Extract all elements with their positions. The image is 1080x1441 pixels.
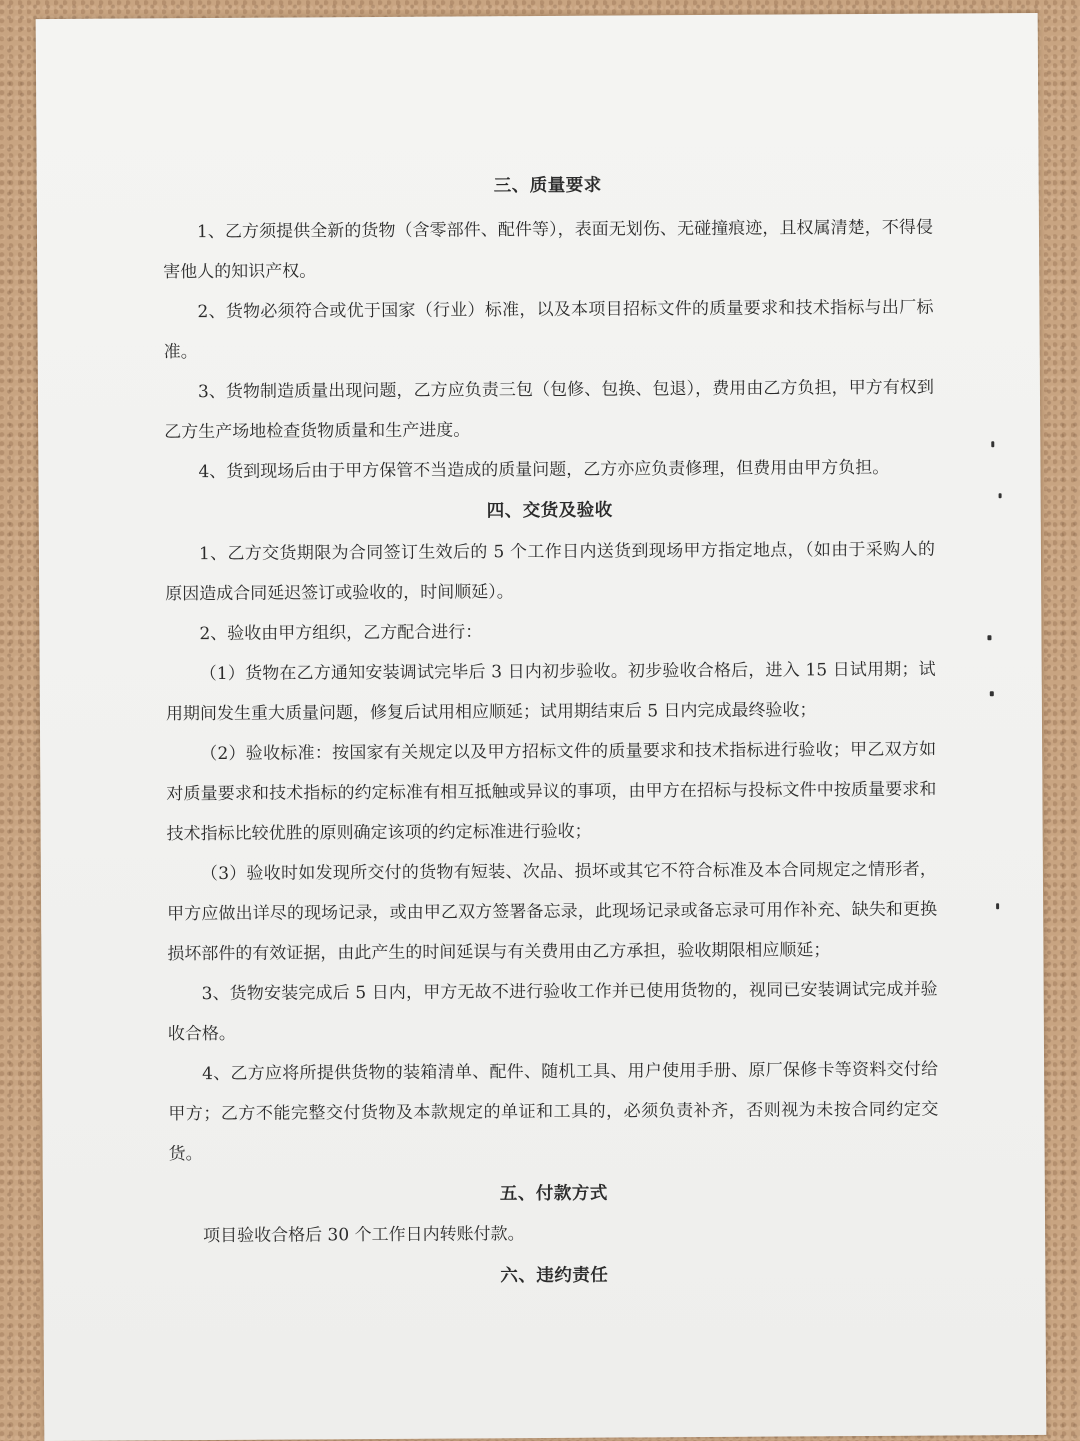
margin-speck [987,635,991,640]
paragraph-quality-1: 1、乙方须提供全新的货物（含零部件、配件等），表面无划伤、无碰撞痕迹，且权属清楚，不得侵害他人的知识产权。 [163,217,934,283]
margin-speck [996,903,999,909]
paragraph-delivery-1: 1、乙方交货期限为合同签订生效后的 5 个工作日内送货到现场甲方指定地点，（如由于采购人的原因造成合同延迟签订或验收的，时间顺延）。 [165,539,935,605]
margin-speck [991,441,994,447]
paper-sheet [36,13,1047,1441]
margin-speck [990,691,994,696]
paragraph-delivery-2-3: （3）验收时如发现所交付的货物有短装、次品、损坏或其它不符合标准及本合同规定之情形者，甲方应做出详尽的现场记录，或由甲乙双方签署备忘录，此现场记录或备忘录可用作补充、缺失和更换损坏部件的有效证据，由此产生的时间延误与有关费用由乙方承担，验收期限相应顺延； [167,859,938,965]
paragraph-delivery-2-1: （1）货物在乙方通知安装调试完毕后 3 日内初步验收。初步验收合格后，进入 15 日试用期；试用期间发生重大质量问题，修复后试用相应顺延；试用期结束后 5 日内完成最终验收； [165,659,936,725]
paragraph-payment-1: 项目验收合格后 30 个工作日内转账付款。 [203,1224,525,1247]
paragraph-delivery-4: 4、乙方应将所提供货物的装箱清单、配件、随机工具、用户使用手册、原厂保修卡等资料交付给甲方；乙方不能完整交付货物及本款规定的单证和工具的，必须负责补齐，否则视为未按合同约定交货。 [168,1059,939,1165]
section-heading-quality: 三、质量要求 [493,175,602,197]
paragraph-quality-4: 4、货到现场后由于甲方保管不当造成的质量问题，乙方亦应负责修理，但费用由甲方负担。 [198,457,890,483]
document-body [163,164,940,1301]
section-heading-payment: 五、付款方式 [499,1183,608,1205]
paragraph-delivery-2: 2、验收由甲方组织，乙方配合进行： [199,622,483,645]
section-heading-liability: 六、违约责任 [500,1265,609,1287]
paragraph-delivery-2-2: （2）验收标准：按国家有关规定以及甲方招标文件的质量要求和技术指标进行验收；甲乙双方如对质量要求和技术指标的约定标准有相互抵触或异议的事项，由甲方在招标与投标文件中按质量要求和技术指标比较优胜的原则确定该项的约定标准进行验收； [166,739,937,845]
paragraph-quality-3: 3、货物制造质量出现问题，乙方应负责三包（包修、包换、包退），费用由乙方负担，甲方有权到乙方生产场地检查货物质量和生产进度。 [164,377,934,443]
section-heading-delivery: 四、交货及验收 [486,500,613,522]
margin-speck [999,493,1002,498]
paragraph-delivery-3: 3、货物安装完成后 5 日内，甲方无故不进行验收工作并已使用货物的，视同已安装调试完成并验收合格。 [167,979,938,1045]
paragraph-quality-2: 2、货物必须符合或优于国家（行业）标准，以及本项目招标文件的质量要求和技术指标与出厂标准。 [163,297,934,363]
